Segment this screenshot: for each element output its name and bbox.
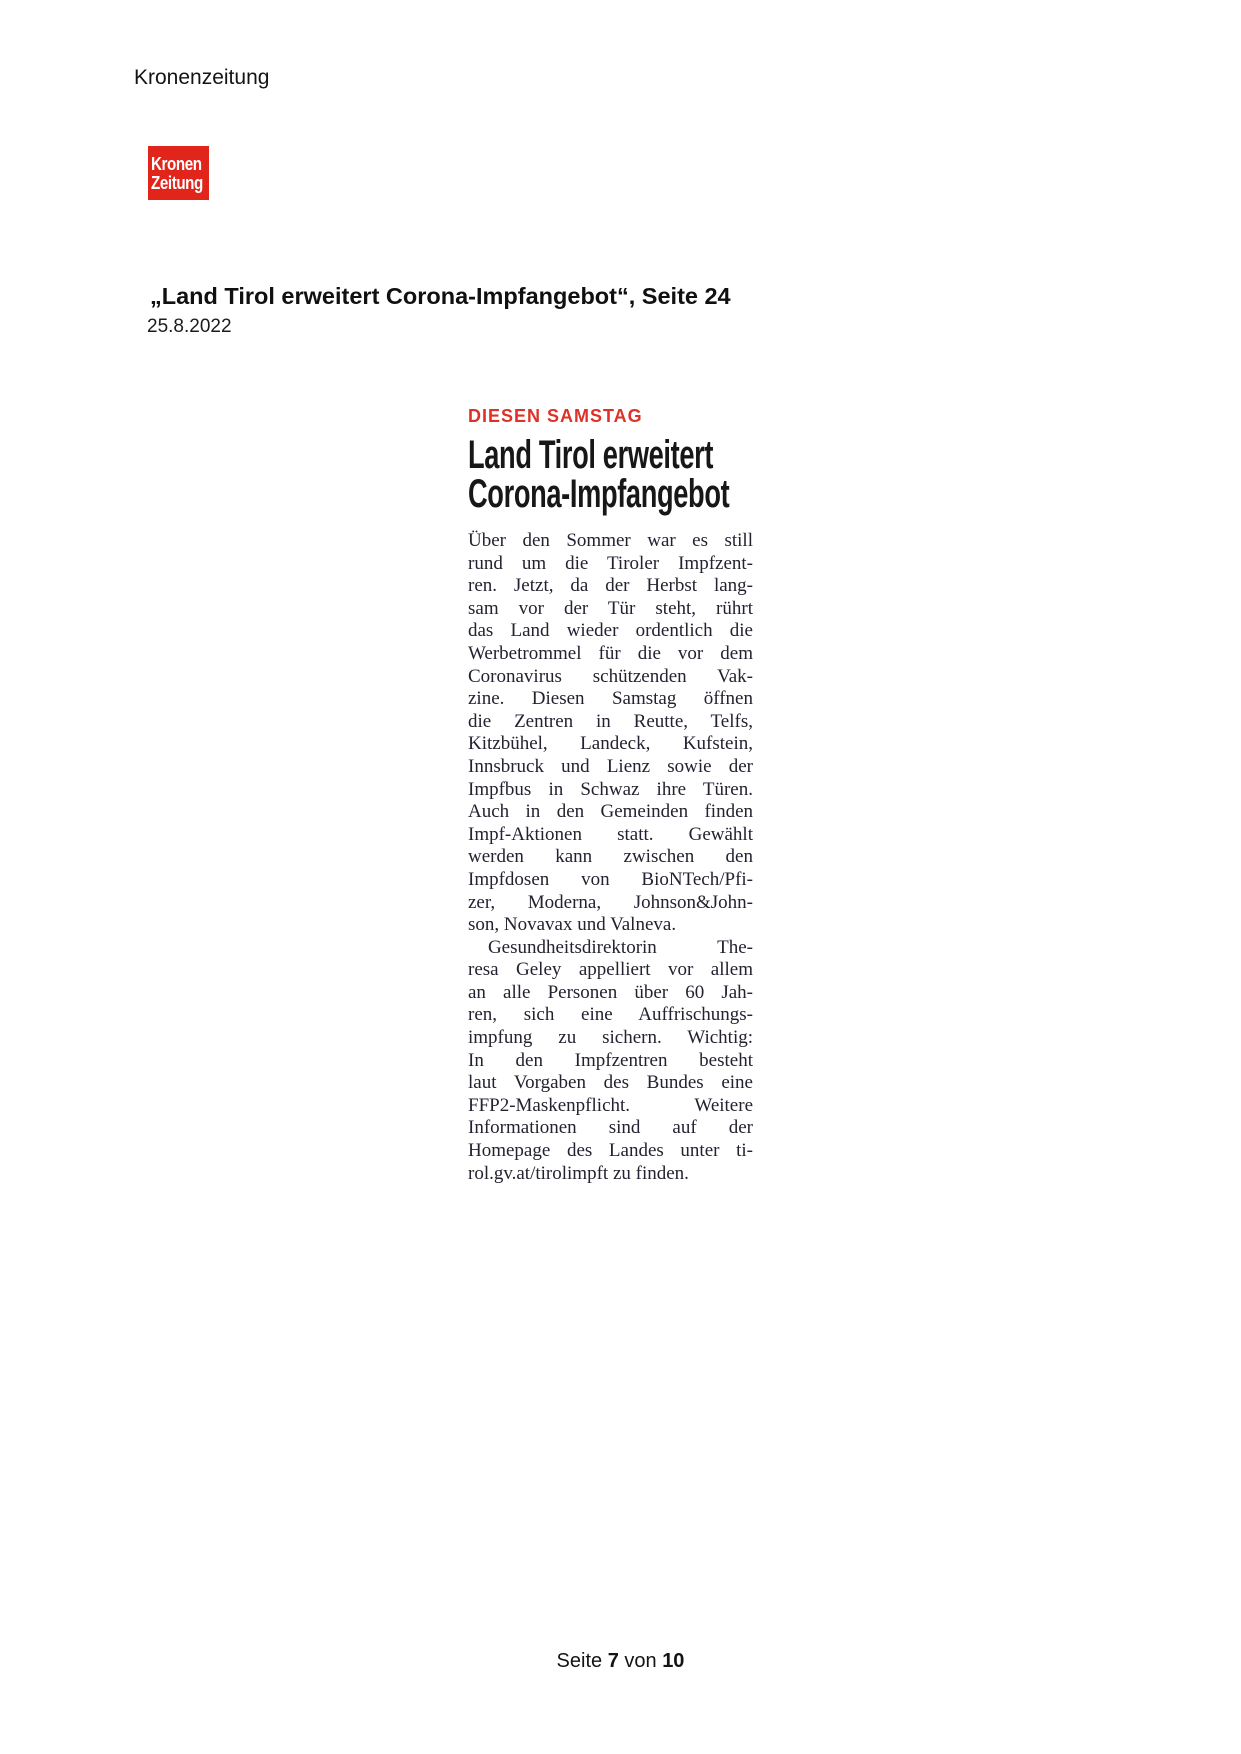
article-body-line: son, Novavax und Valneva. <box>468 914 677 936</box>
document-title: „Land Tirol erweitert Corona-Impfangebot“, Seite 24 <box>150 283 731 309</box>
article-body-line: werden kann zwischen den <box>468 846 753 868</box>
article-body-line: Kitzbühel, Landeck, Kufstein, <box>468 733 753 755</box>
article-body-line: sam vor der Tür steht, rührt <box>468 597 753 619</box>
article-kicker: DIESEN SAMSTAG <box>468 406 643 426</box>
page-footer <box>0 1650 1241 1673</box>
article-body-line: Impfdosen von BioNTech/Pfi- <box>468 868 753 890</box>
article-body-line: die Zentren in Reutte, Telfs, <box>468 710 753 732</box>
article-body-line: Auch in den Gemeinden finden <box>468 801 753 823</box>
article-body-line: rund um die Tiroler Impfzent- <box>468 552 753 574</box>
source-name: Kronenzeitung <box>134 66 270 89</box>
article-body-line: Impfbus in Schwaz ihre Türen. <box>468 778 753 800</box>
article-headline <box>468 433 753 516</box>
article-body-line: an alle Personen über 60 Jah- <box>468 981 753 1003</box>
krone-logo-line1: Kronen <box>151 153 202 174</box>
article-body-line: rol.gv.at/tirolimpft zu finden. <box>468 1162 689 1184</box>
krone-logo <box>148 146 209 200</box>
article-body-line: Informationen sind auf der <box>468 1117 753 1139</box>
article-body-line: laut Vorgaben des Bundes eine <box>468 1072 753 1094</box>
article-body-line: zine. Diesen Samstag öffnen <box>468 688 753 710</box>
document-date: 25.8.2022 <box>147 316 232 337</box>
article-body-line: resa Geley appelliert vor allem <box>468 959 753 981</box>
article-paragraph <box>468 937 753 1186</box>
article-paragraph <box>468 530 753 937</box>
article-body-line: In den Impfzentren besteht <box>468 1049 753 1071</box>
footer-total-pages: 10 <box>662 1650 685 1672</box>
article-body-line: impfung zu sichern. Wichtig: <box>468 1027 753 1049</box>
article-body-line: Coronavirus schützenden Vak- <box>468 665 753 687</box>
article-headline-line1: Land Tirol erweitert <box>468 433 714 477</box>
article-body-line: das Land wieder ordentlich die <box>468 620 753 642</box>
article-body-line: Homepage des Landes unter ti- <box>468 1140 753 1162</box>
article-body-line: ren. Jetzt, da der Herbst lang- <box>468 575 753 597</box>
article-body <box>468 530 753 1185</box>
article-body-line: FFP2-Maskenpflicht. Weitere <box>468 1094 753 1116</box>
article-headline-line2: Corona-Impfangebot <box>468 471 730 516</box>
footer-connector: von <box>618 1650 663 1672</box>
article-body-line: zer, Moderna, Johnson&John- <box>468 891 753 913</box>
footer-prefix: Seite <box>556 1650 608 1672</box>
footer-page-number: 7 <box>607 1650 619 1672</box>
article-body-line: Impf-Aktionen statt. Gewählt <box>468 823 753 845</box>
krone-logo-line2: Zeitung <box>151 172 203 193</box>
article-body-line: ren, sich eine Auffrischungs- <box>468 1004 753 1026</box>
article-body-line: Werbetrommel für die vor dem <box>468 642 753 664</box>
article-body-line: Über den Sommer war es still <box>468 530 753 551</box>
article-body-line: Innsbruck und Lienz sowie der <box>468 755 753 777</box>
article-clipping <box>468 406 753 1185</box>
article-body-line: Gesundheitsdirektorin The- <box>487 936 753 958</box>
